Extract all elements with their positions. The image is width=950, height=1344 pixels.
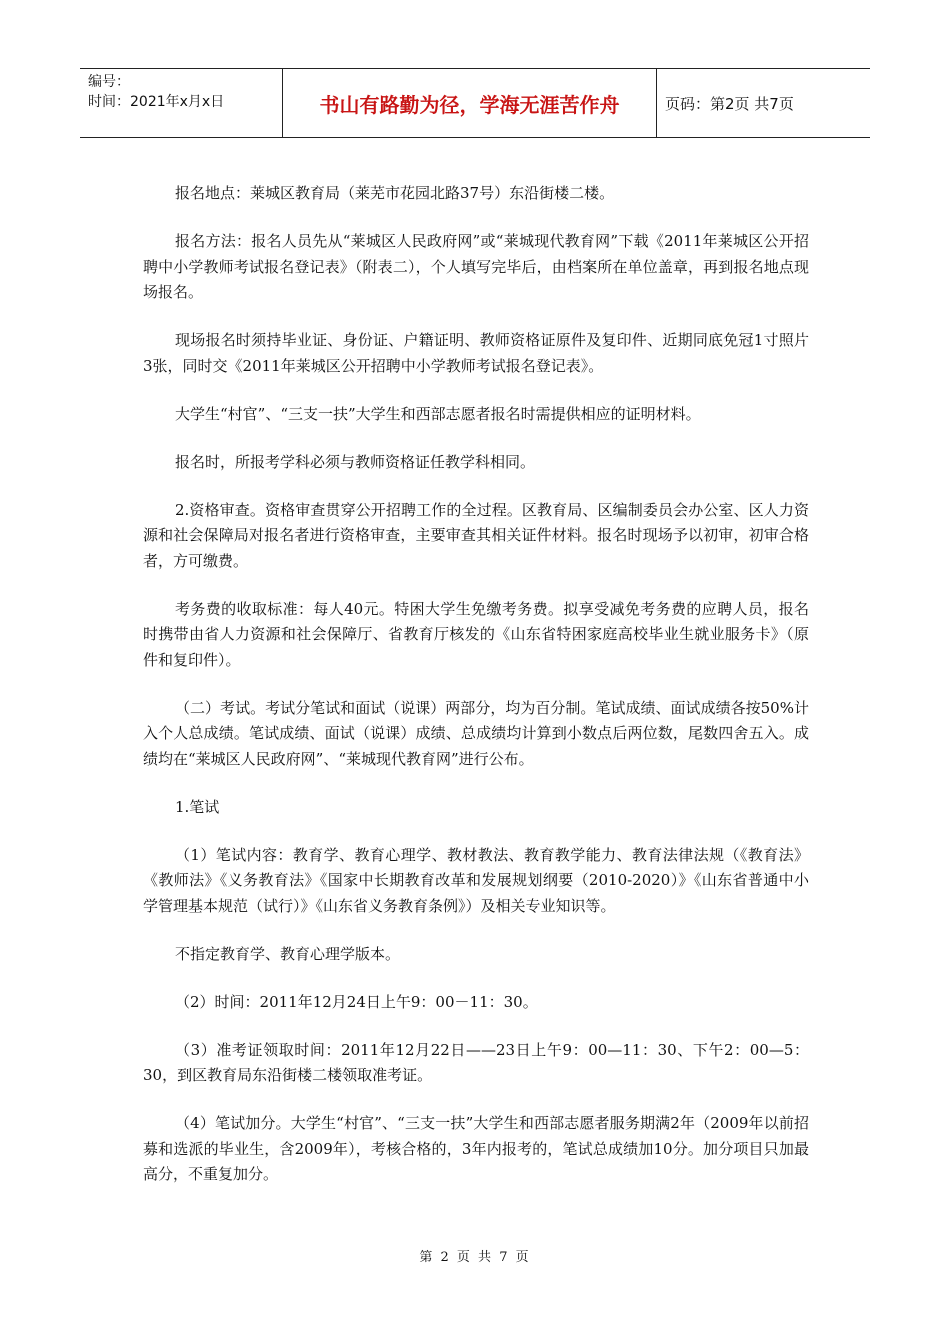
paragraph: 现场报名时须持毕业证、身份证、户籍证明、教师资格证原件及复印件、近期同底免冠1寸照片3张，同时交《2011年莱城区公开招聘中小学教师考试报名登记表》。	[143, 331, 809, 375]
paragraph: 报名时，所报考学科必须与教师资格证任教学科相同。	[175, 452, 536, 471]
paragraph: （二）考试。考试分笔试和面试（说课）两部分，均为百分制。笔试成绩、面试成绩各按50%计入个人总成绩。笔试成绩、面试（说课）成绩、总成绩均计算到小数点后两位数，尾数四舍五入。成绩均在“莱城区人民政府网”、“莱城现代教育网”进行公布。	[143, 698, 809, 768]
paragraph: 报名方法：报名人员先从“莱城区人民政府网”或“莱城现代教育网”下载《2011年莱城区公开招聘中小学教师考试报名登记表》（附表二），个人填写完毕后，由档案所在单位盖章，再到报名地点现场报名。	[143, 232, 809, 301]
paragraph: 2.资格审查。资格审查贯穿公开招聘工作的全过程。区教育局、区编制委员会办公室、区人力资源和社会保障局对报名者进行资格审查，主要审查其相关证件材料。报名时现场予以初审，初审合格者，方可缴费。	[143, 500, 809, 570]
paragraph: （4）笔试加分。大学生“村官”、“三支一扶”大学生和西部志愿者服务期满2年（2009年以前招募和选派的毕业生，含2009年），考核合格的，3年内报考的，笔试总成绩加10分。加分项目只加最高分，不重复加分。	[143, 1114, 809, 1183]
page-footer: 第 2 页 共 7 页	[419, 1250, 531, 1265]
header-page-info: 页码：第2页 共7页	[665, 94, 794, 113]
paragraph: （3）准考证领取时间：2011年12月22日——23日上午9：00—11：30、下午2：00—5：30，到区教育局东沿街楼二楼领取准考证。	[143, 1040, 809, 1084]
header-motto: 书山有路勤为径，学海无涯苦作舟	[283, 69, 657, 137]
document-number: 编号：	[88, 74, 130, 90]
document-date: 时间：2021年x月x日	[88, 94, 225, 110]
page-header	[80, 68, 870, 138]
paragraph: （2）时间：2011年12月24日上午9：00－11：30。	[175, 992, 538, 1011]
paragraph: 大学生“村官”、“三支一扶”大学生和西部志愿者报名时需提供相应的证明材料。	[175, 404, 701, 423]
paragraph: 考务费的收取标准：每人40元。特困大学生免缴考务费。拟享受减免考务费的应聘人员，报名时携带由省人力资源和社会保障厅、省教育厅核发的《山东省特困家庭高校毕业生就业服务卡》（原件和复印件）。	[143, 599, 809, 669]
paragraph: （1）笔试内容：教育学、教育心理学、教材教法、教育教学能力、教育法律法规（《教育法》《教师法》《义务教育法》《国家中长期教育改革和发展规划纲要（2010-2020）》《山东省普通中小学管理基本规范（试行）》《山东省义务教育条例》）及相关专业知识等。	[143, 845, 809, 915]
paragraph: 报名地点：莱城区教育局（莱芜市花园北路37号）东沿街楼二楼。	[175, 184, 615, 202]
document-body	[143, 181, 809, 1210]
paragraph: 不指定教育学、教育心理学版本。	[175, 944, 401, 963]
paragraph: 1.笔试	[175, 797, 220, 816]
header-meta	[80, 69, 283, 137]
